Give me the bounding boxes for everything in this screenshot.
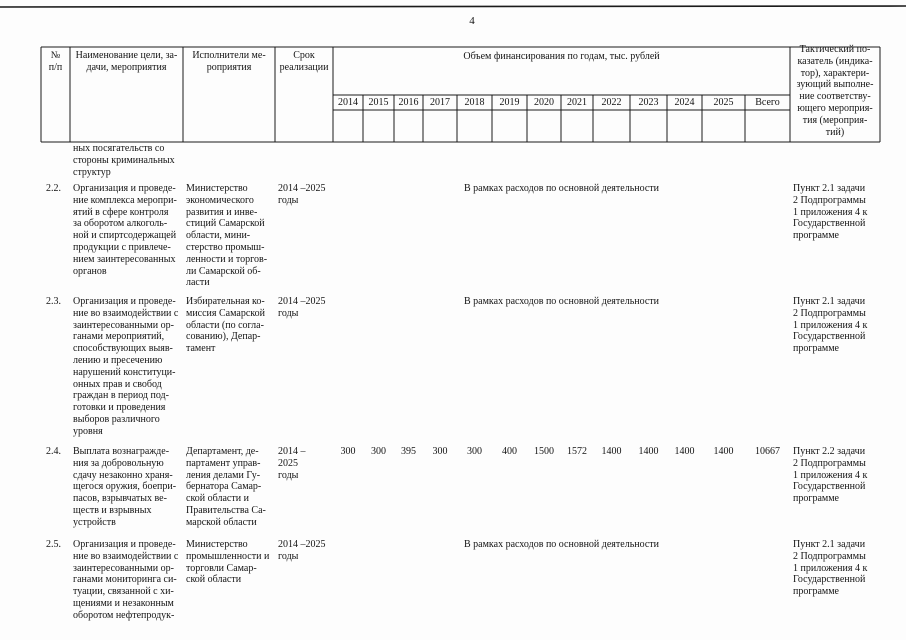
header-name: Наименование цели, за- дачи, мероприятия bbox=[75, 50, 178, 73]
row-indicator: Пункт 2.1 задачи 2 Подпрограммы 1 приложения 4 к Государственной программе bbox=[793, 539, 868, 598]
row-executors: Избирательная ко- миссия Самарской области (по согла- сованию), Депар- тамент bbox=[186, 296, 265, 355]
header-term: Срок реализации bbox=[279, 50, 329, 73]
header-total: Всего bbox=[755, 97, 780, 108]
row-indicator: Пункт 2.2 задачи 2 Подпрограммы 1 приложения 4 к Государственной программе bbox=[793, 446, 868, 505]
row-executors: Министерство экономического развития и инве- стиций Самарской области, мини- стерство промыш- ленности и торгов- ли Самарской об- ласти bbox=[186, 183, 268, 289]
row-value: 300 bbox=[432, 446, 448, 457]
row-value: 1400 bbox=[713, 446, 734, 457]
row-term: 2014 – 2025 годы bbox=[278, 446, 306, 481]
row-value: 400 bbox=[502, 446, 517, 457]
row-value: 1400 bbox=[601, 446, 622, 457]
row-term: 2014 –2025 годы bbox=[278, 183, 326, 206]
row-value: 300 bbox=[340, 446, 356, 457]
row-value: 300 bbox=[371, 446, 386, 457]
header-year: 2025 bbox=[713, 97, 734, 108]
row-funding-note: В рамках расходов по основной деятельности bbox=[463, 296, 660, 307]
row-value: 300 bbox=[467, 446, 482, 457]
row-value: 395 bbox=[401, 446, 416, 457]
row-value: 1572 bbox=[567, 446, 587, 457]
row-total: 10667 bbox=[755, 446, 780, 457]
continuation-text: ных посягательств со стороны криминальных структур bbox=[73, 143, 175, 178]
header-year: 2016 bbox=[398, 97, 419, 108]
row-funding-note: В рамках расходов по основной деятельности bbox=[463, 183, 660, 194]
row-term: 2014 –2025 годы bbox=[278, 539, 326, 562]
header-year: 2022 bbox=[601, 97, 622, 108]
page-top-rule bbox=[0, 6, 906, 7]
row-term: 2014 –2025 годы bbox=[278, 296, 326, 319]
header-year: 2019 bbox=[499, 97, 520, 108]
row-num: 2.2. bbox=[46, 183, 61, 194]
header-indicator: Тактический по- казатель (индика- тор), характери- зующий выполне- ние соответству- ющего мероприя- тия (мероприя- тий) bbox=[796, 44, 874, 138]
row-indicator: Пункт 2.1 задачи 2 Подпрограммы 1 приложения 4 к Государственной программе bbox=[793, 183, 868, 242]
header-year: 2020 bbox=[534, 97, 554, 108]
row-num: 2.3. bbox=[46, 296, 61, 307]
row-value: 1400 bbox=[638, 446, 659, 457]
row-num: 2.4. bbox=[46, 446, 61, 457]
header-num: № п/п bbox=[48, 50, 63, 73]
header-year: 2014 bbox=[338, 97, 358, 108]
header-year: 2015 bbox=[368, 97, 389, 108]
row-indicator: Пункт 2.1 задачи 2 Подпрограммы 1 приложения 4 к Государственной программе bbox=[793, 296, 868, 355]
row-executors: Департамент, де- партамент управ- ления делами Гу- бернатора Самар- ской области и Правительства Са- марской области bbox=[186, 446, 266, 528]
header-year: 2018 bbox=[464, 97, 485, 108]
row-value: 1400 bbox=[674, 446, 695, 457]
header-year: 2024 bbox=[674, 97, 695, 108]
row-name: Организация и проведе- ние во взаимодействии с заинтересованными ор- ганами мониторинга си- туации, связанной с хи- щениями и незаконным оборотом нефтепродук- bbox=[73, 539, 179, 621]
row-name: Организация и проведе- ние во взаимодействии с заинтересованными ор- ганами мероприятий, способствующих выяв- лению и пресечению нарушений конституци- онных прав и свобод граждан в период под- готовки и проведения выборов различного уровня bbox=[73, 296, 179, 437]
row-name: Организация и проведе- ние комплекса меропри- ятий в сфере контроля за оборотом алкоголь- ной и спиртсодержащей продукции с привлече- нием заинтересованных органов bbox=[73, 183, 177, 277]
row-value: 1500 bbox=[534, 446, 554, 457]
header-year: 2021 bbox=[567, 97, 587, 108]
header-funding: Объем финансирования по годам, тыс. рублей bbox=[463, 51, 660, 62]
header-executors: Исполнители ме- роприятия bbox=[192, 50, 266, 73]
header-year: 2023 bbox=[638, 97, 659, 108]
row-funding-note: В рамках расходов по основной деятельности bbox=[463, 539, 660, 550]
row-num: 2.5. bbox=[46, 539, 61, 550]
row-name: Выплата вознагражде- ния за добровольную сдачу незаконно храня- щегося оружия, боепри- пасов, взрывчатых ве- ществ и взрывных устройств bbox=[73, 446, 177, 528]
row-executors: Министерство промышленности и торговли Самар- ской области bbox=[186, 539, 270, 586]
page-number: 4 bbox=[469, 15, 475, 27]
header-year: 2017 bbox=[430, 97, 450, 108]
